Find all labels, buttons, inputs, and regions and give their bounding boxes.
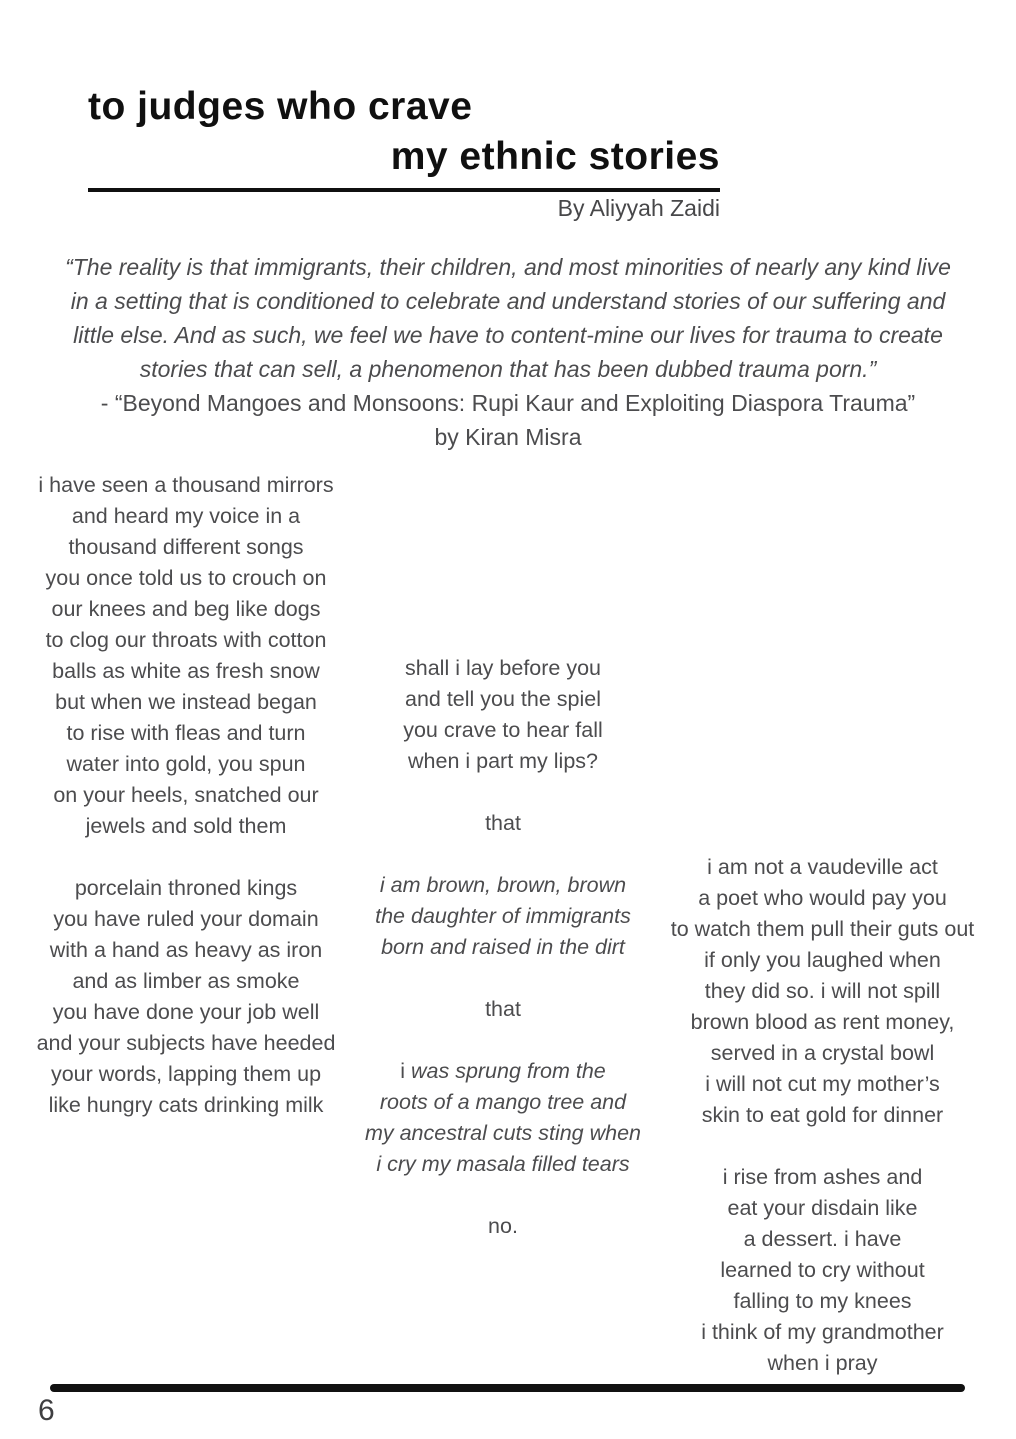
poem-column-right	[650, 852, 995, 1379]
poem-line: water into gold, you spun	[66, 752, 306, 776]
epigraph-quote-line: in a setting that is conditioned to celebrate and understand stories of our suffering and	[70, 288, 946, 314]
poem-line: and heard my voice in a	[71, 504, 301, 528]
poem-line: when i pray	[767, 1351, 878, 1375]
page-title-line2: my ethnic stories	[390, 135, 720, 178]
poem-line: roots of a mango tree and	[379, 1090, 627, 1114]
poem-line: i rise from ashes and	[722, 1165, 923, 1189]
epigraph-attribution-author: by Kiran Misra	[434, 424, 582, 450]
poem-line-segment: i	[400, 1059, 411, 1083]
poem-line: learned to cry without	[720, 1258, 925, 1282]
poem-line: skin to eat gold for dinner	[701, 1103, 944, 1127]
epigraph-quote-line: stories that can sell, a phenomenon that has been dubbed trauma porn.”	[139, 356, 877, 382]
poem-line: to clog our throats with cotton	[45, 628, 327, 652]
poem-stanza	[352, 1056, 654, 1180]
poem-stanza	[352, 653, 654, 777]
poem-line-segment: was sprung from the	[410, 1059, 606, 1083]
poem-line: served in a crystal bowl	[710, 1041, 935, 1065]
poem-line: you once told us to crouch on	[45, 566, 327, 590]
poem-line: the daughter of immigrants	[375, 904, 631, 928]
title-rule	[88, 188, 720, 192]
poem-line: no.	[488, 1214, 518, 1238]
poem-line: they did so. i will not spill	[704, 979, 941, 1003]
poem-line: my ancestral cuts sting when	[364, 1121, 642, 1145]
poem-line: thousand different songs	[68, 535, 304, 559]
poem-line: brown blood as rent money,	[690, 1010, 955, 1034]
epigraph-quote-line: little else. And as such, we feel we have to content-mine our lives for trauma to create	[73, 322, 943, 348]
poem-line: i cry my masala filled tears	[376, 1152, 630, 1176]
poem-stanza	[352, 808, 654, 839]
poem-stanza	[650, 1162, 995, 1379]
poem-line: our knees and beg like dogs	[51, 597, 321, 621]
poem-line: when i part my lips?	[408, 749, 598, 773]
poem-stanza	[20, 873, 352, 1121]
poem-line: with a hand as heavy as iron	[49, 938, 323, 962]
poem-line: to rise with fleas and turn	[66, 721, 306, 745]
poem-line: and tell you the spiel	[404, 687, 602, 711]
poem-line: jewels and sold them	[85, 814, 287, 838]
page-number: 6	[38, 1394, 55, 1427]
poem-line: you have ruled your domain	[53, 907, 319, 931]
page-header	[88, 82, 720, 222]
byline: By Aliyyah Zaidi	[557, 195, 720, 221]
poem-line: shall i lay before you	[405, 656, 601, 680]
poem-line: to watch them pull their guts out	[670, 917, 975, 941]
poem-line: and your subjects have heeded	[36, 1031, 336, 1055]
poem-stanza	[352, 1211, 654, 1242]
poem-line: i think of my grandmother	[701, 1320, 944, 1344]
poem-line	[352, 1056, 654, 1087]
epigraph	[0, 250, 1016, 454]
poem-line: like hungry cats drinking milk	[48, 1093, 324, 1117]
page-title-line1: to judges who crave	[88, 85, 473, 128]
poem-line: a poet who would pay you	[698, 886, 947, 910]
poem-stanza	[650, 852, 995, 1131]
epigraph-attribution: - “Beyond Mangoes and Monsoons: Rupi Kaur and Exploiting Diaspora Trauma”	[100, 390, 916, 416]
poem-line: and as limber as smoke	[72, 969, 300, 993]
poem-line: that	[485, 811, 521, 835]
poem-line: balls as white as fresh snow	[52, 659, 320, 683]
poem-line: i will not cut my mother’s	[705, 1072, 940, 1096]
poem-line: a dessert. i have	[743, 1227, 902, 1251]
poem-stanza	[20, 470, 352, 842]
poem-line: but when we instead began	[55, 690, 317, 714]
footer-rule	[50, 1384, 965, 1392]
poem-line: born and raised in the dirt	[381, 935, 625, 959]
poem-line: if only you laughed when	[704, 948, 941, 972]
epigraph-quote-line: “The reality is that immigrants, their children, and most minorities of nearly any kind live	[65, 254, 951, 280]
poem-line: i have seen a thousand mirrors	[38, 473, 334, 497]
poem-column-left	[20, 470, 352, 1121]
poem-line: i am not a vaudeville act	[707, 855, 938, 879]
poem-line: you crave to hear fall	[403, 718, 603, 742]
poem-line: your words, lapping them up	[50, 1062, 322, 1086]
poem-column-middle	[352, 653, 654, 1242]
poem-line: eat your disdain like	[727, 1196, 918, 1220]
poem-stanza	[352, 994, 654, 1025]
poem-line: falling to my knees	[733, 1289, 912, 1313]
poem-line: porcelain throned kings	[74, 876, 298, 900]
poem-line: you have done your job well	[52, 1000, 320, 1024]
poem-line: that	[485, 997, 521, 1021]
poem-stanza	[352, 870, 654, 963]
poem-line: on your heels, snatched our	[53, 783, 319, 807]
poem-line: i am brown, brown, brown	[379, 873, 627, 897]
